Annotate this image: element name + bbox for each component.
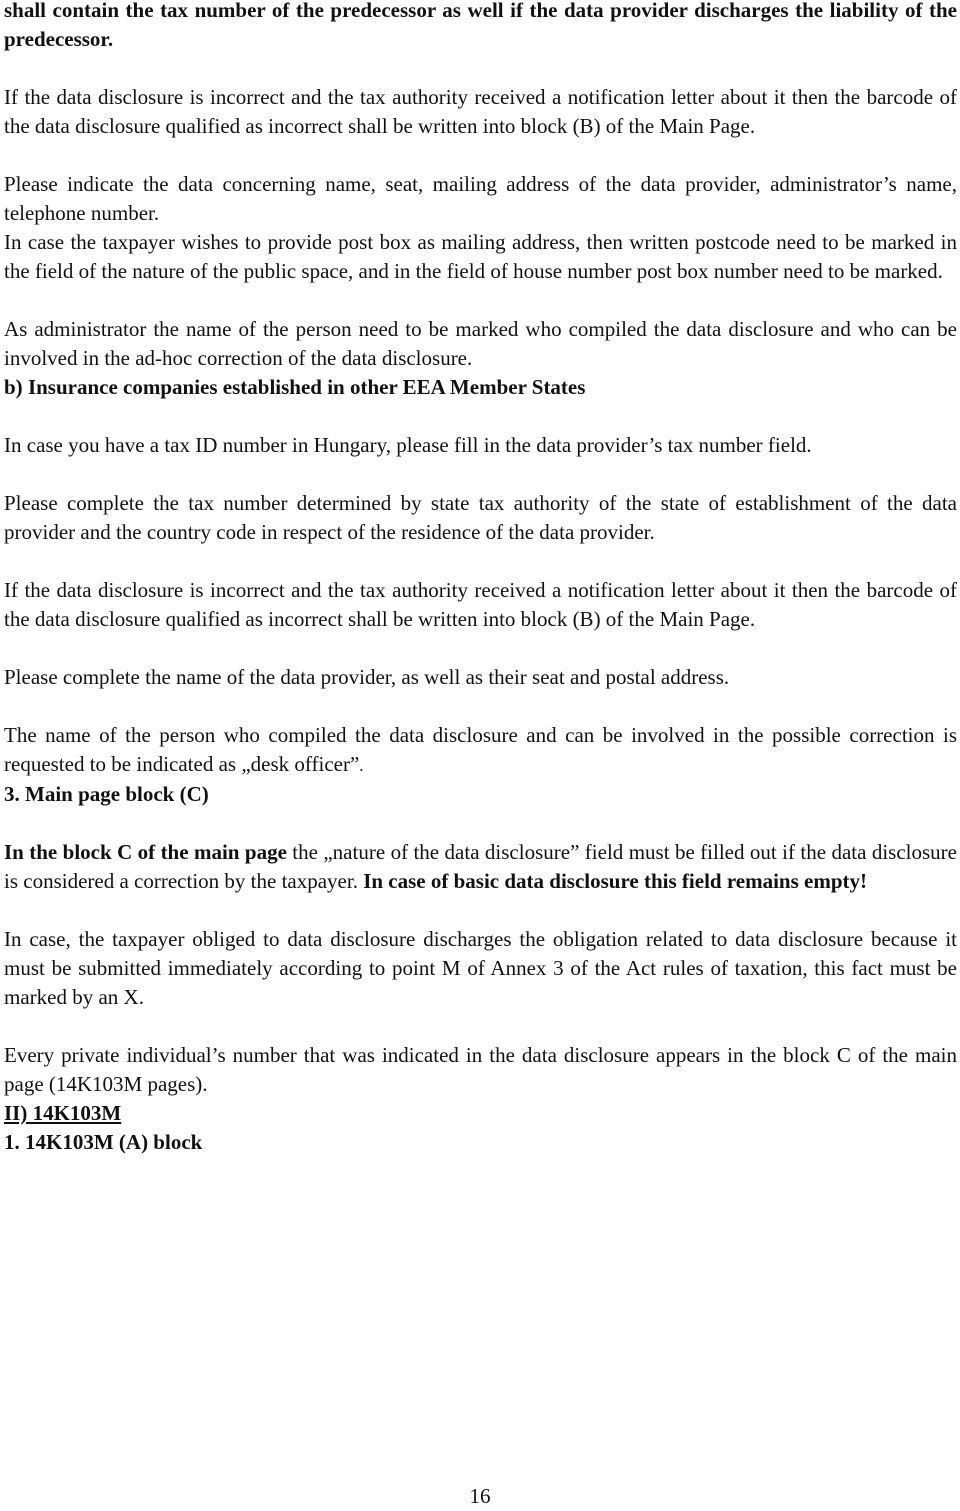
paragraph-desk-officer-period: . xyxy=(359,756,364,775)
document-page xyxy=(4,0,957,1157)
heading-section-b xyxy=(4,373,957,402)
paragraph-hungarian-tax-id: In case you have a tax ID number in Hungary, please fill in the data provider’s tax number field. xyxy=(4,433,812,457)
paragraph-desk-officer-text: The name of the person who compiled the data disclosure and can be involved in the possible correction is requested to be indicated as „desk officer” xyxy=(4,723,957,776)
paragraph-predecessor-tax-number: shall contain the tax number of the predecessor as well if the data provider discharges the liability of the predecessor. xyxy=(4,0,957,51)
heading-section-b-text: Insurance companies established in other EEA Member States xyxy=(27,375,586,399)
paragraph-block-c-bold-note: In case of basic data disclosure this field remains empty! xyxy=(363,869,868,893)
paragraph-block-c-bold-intro: In the block C of the main page xyxy=(4,840,287,864)
paragraph-block-c-nature xyxy=(4,838,957,896)
heading-main-page-block-c: 3. Main page block (C) xyxy=(4,782,209,806)
heading-14k103m-a-block: 1. 14K103M (A) block xyxy=(4,1130,203,1154)
paragraph-annex-3: In case, the taxpayer obliged to data disclosure discharges the obligation related to data disclosure because it must be submitted immediately according to point M of Annex 3 of the Act rules of taxation, this fact must be marked by an X. xyxy=(4,927,957,1009)
heading-14k103m: II) 14K103M xyxy=(4,1101,122,1125)
paragraph-data-provider-details: Please indicate the data concerning name, seat, mailing address of the data provider, administrator’s name, telephone number. xyxy=(4,172,957,225)
paragraph-administrator: As administrator the name of the person need to be marked who compiled the data disclosure and who can be involved in the ad-hoc correction of the data disclosure. xyxy=(4,317,957,370)
paragraph-post-box: In case the taxpayer wishes to provide post box as mailing address, then written postcode need to be marked in the field of the nature of the public space, and in the field of house number post box number need to be marked. xyxy=(4,230,957,283)
heading-section-b-prefix: b) xyxy=(4,375,23,399)
page-number: 16 xyxy=(469,1484,491,1508)
paragraph-incorrect-disclosure-2: If the data disclosure is incorrect and the tax authority received a notification letter about it then the barcode of the data disclosure qualified as incorrect shall be written into block (B) of the Main Page. xyxy=(4,578,957,631)
paragraph-block-c-text: the „nature of the data disclosure” field must be filled out if the data disclosure is considered a correction by the taxpayer. xyxy=(4,840,957,893)
paragraph-state-tax-number: Please complete the tax number determined by state tax authority of the state of establishment of the data provider and the country code in respect of the residence of the data provider. xyxy=(4,491,957,544)
paragraph-incorrect-disclosure-1: If the data disclosure is incorrect and the tax authority received a notification letter about it then the barcode of the data disclosure qualified as incorrect shall be written into block (B) of the Main Page. xyxy=(4,85,957,138)
paragraph-provider-name-address: Please complete the name of the data provider, as well as their seat and postal address. xyxy=(4,665,730,689)
paragraph-desk-officer xyxy=(4,721,957,780)
paragraph-private-individual-number: Every private individual’s number that was indicated in the data disclosure appears in the block C of the main page (14K103M pages). xyxy=(4,1043,957,1096)
